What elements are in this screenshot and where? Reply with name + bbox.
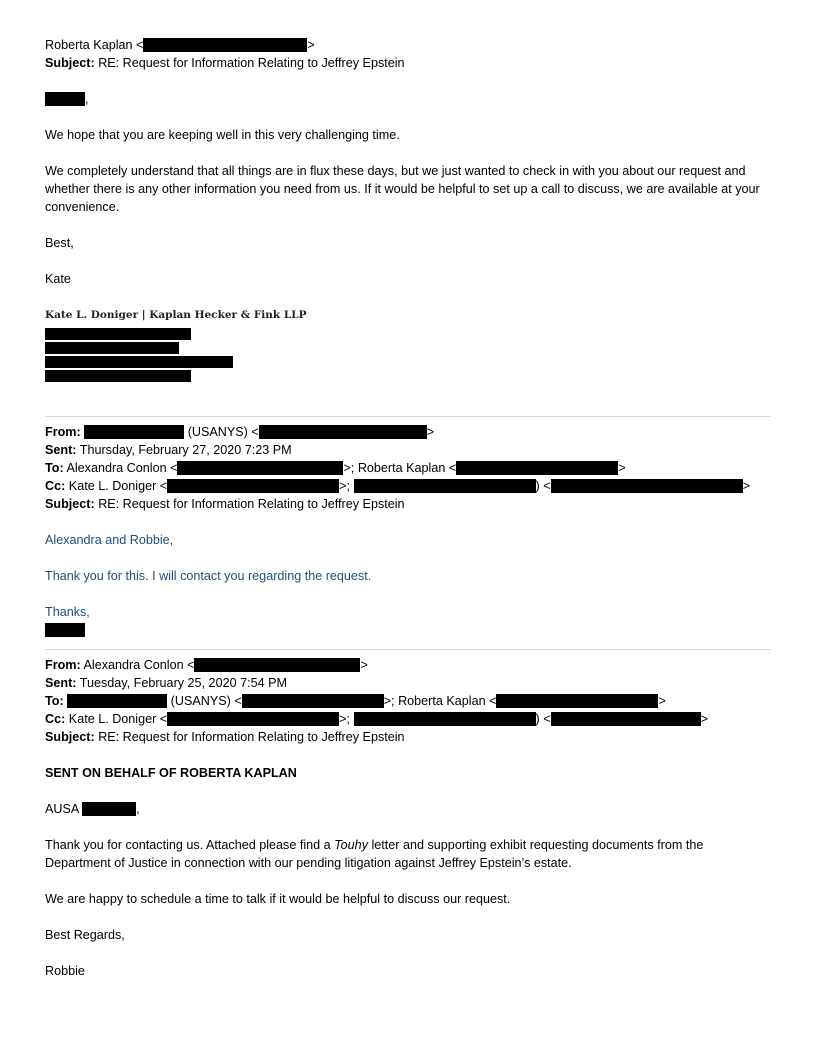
sender-name: Kate (45, 272, 71, 286)
cc-line: Cc: Kate L. Doniger < >; ) < > (45, 479, 750, 493)
subject-line (45, 54, 771, 72)
redacted-email (242, 694, 384, 708)
subject-text: RE: Request for Information Relating to Jeffrey Epstein (98, 56, 405, 70)
sender-name: Robbie (45, 964, 85, 978)
redacted-line (45, 328, 191, 340)
body-paragraph: Thank you for this. I will contact you regarding the request. (45, 569, 372, 583)
subject-line: Subject: RE: Request for Information Relating to Jeffrey Epstein (45, 730, 405, 744)
body-paragraph: We are happy to schedule a time to talk if it would be helpful to discuss our request. (45, 892, 511, 906)
redacted-email (496, 694, 658, 708)
sent-on-behalf-heading: SENT ON BEHALF OF ROBERTA KAPLAN (45, 766, 297, 780)
salutation: Alexandra and Robbie, (45, 533, 174, 547)
redacted-email (551, 712, 701, 726)
cc-line: Cc: Kate L. Doniger < >; ) < > (45, 712, 708, 726)
sent-line: Sent: Tuesday, February 25, 2020 7:54 PM (45, 676, 287, 690)
touhy-italic: Touhy (334, 838, 368, 852)
redacted-name (67, 694, 167, 708)
redacted-signature-block (45, 324, 771, 382)
redacted-name (45, 92, 85, 106)
redacted-line (45, 370, 191, 382)
redacted-email (167, 712, 339, 726)
redacted-name (354, 712, 536, 726)
redacted-name (45, 623, 85, 637)
redacted-email (194, 658, 360, 672)
redacted-email (143, 38, 307, 52)
greeting: , (45, 90, 771, 108)
sender-name (45, 621, 771, 639)
closing: Best Regards, (45, 928, 125, 942)
redacted-email (551, 479, 743, 493)
closing: Best, (45, 236, 74, 250)
email-document (45, 36, 771, 980)
to-name: Roberta Kaplan (45, 38, 133, 52)
body-paragraph: Thank you for contacting us. Attached please find a Touhy letter and supporting exhibit requesting documents from the Department of Justice in connection with our pending litigation against Jeffrey Epstein’s estate. (45, 838, 704, 870)
email-signature: Kate L. Doniger | Kaplan Hecker & Fink LLP (45, 309, 307, 321)
salutation: AUSA , (45, 802, 140, 816)
redacted-email (177, 461, 343, 475)
body-paragraph: We completely understand that all things are in flux these days, but we just wanted to check in with you about our request and whether there is any other information you need from us. If it would be helpful to set up a call to discuss, we are available at your convenience. (45, 164, 760, 214)
from-line: From: (USANYS) < > (45, 425, 435, 439)
closing: Thanks, (45, 605, 90, 619)
redacted-name (82, 802, 136, 816)
redacted-email (259, 425, 427, 439)
subject-line: Subject: RE: Request for Information Relating to Jeffrey Epstein (45, 497, 405, 511)
to-line: To: (USANYS) < >; Roberta Kaplan < > (45, 694, 666, 708)
redacted-line (45, 356, 233, 368)
redacted-name (354, 479, 536, 493)
sent-line: Sent: Thursday, February 27, 2020 7:23 PM (45, 443, 292, 457)
redacted-line (45, 342, 179, 354)
body-paragraph: We hope that you are keeping well in this very challenging time. (45, 128, 400, 142)
redacted-email (456, 461, 618, 475)
redacted-email (167, 479, 339, 493)
to-line: To: Alexandra Conlon < >; Roberta Kaplan < > (45, 461, 626, 475)
from-line: From: Alexandra Conlon < > (45, 658, 368, 672)
redacted-name (84, 425, 184, 439)
to-line: Roberta Kaplan < > (45, 38, 315, 52)
subject-label: Subject: (45, 56, 95, 70)
